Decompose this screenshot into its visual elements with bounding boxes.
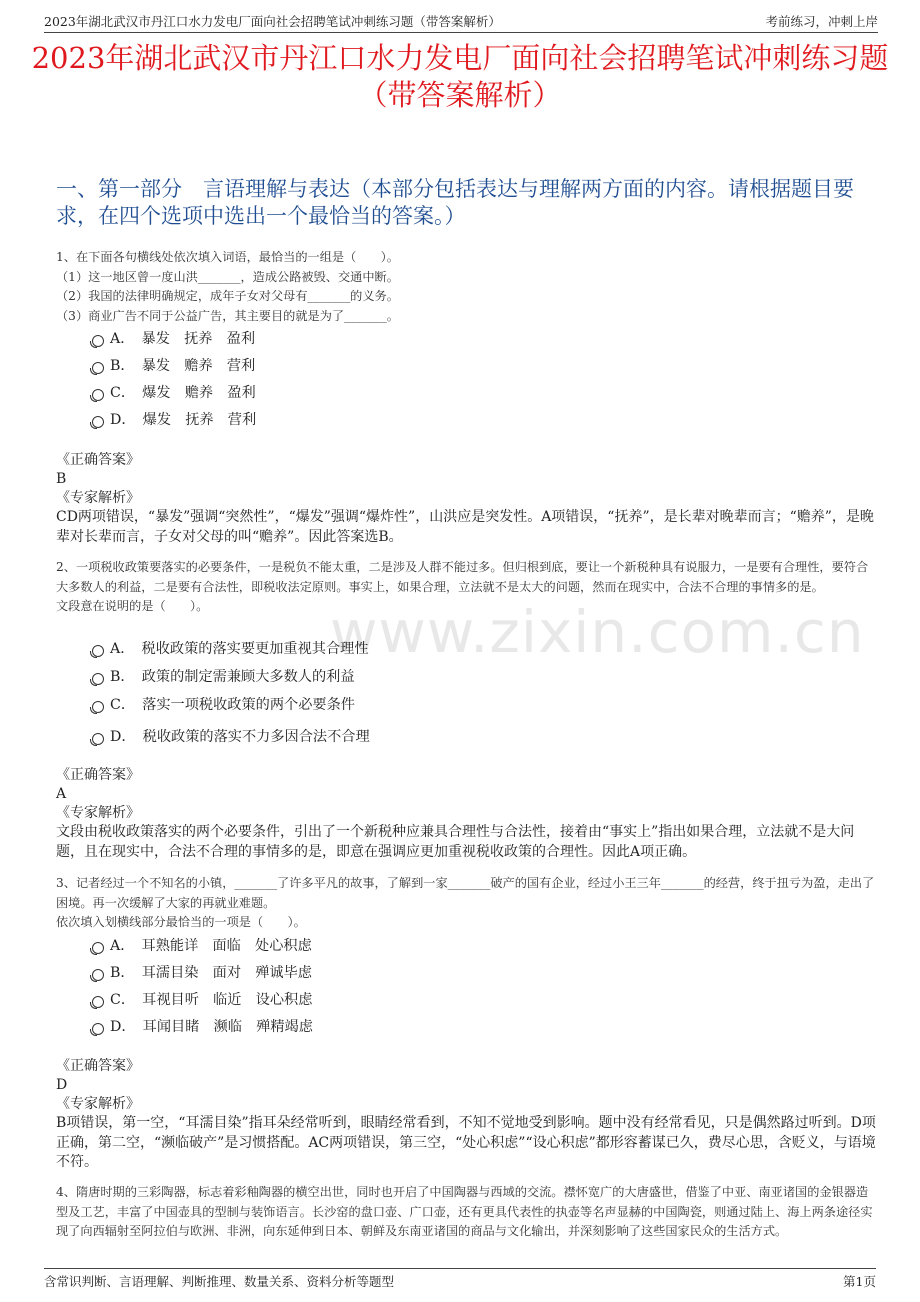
- question-3-stem: [56, 874, 876, 933]
- question-3-answer-block: [56, 1057, 876, 1173]
- analysis-label: 《专家解析》: [56, 805, 140, 821]
- option-label: B． 暴发 赡养 营利: [110, 358, 256, 374]
- option-label: C． 爆发 赡养 盈利: [110, 385, 256, 401]
- question-1-answer-block: [56, 451, 876, 547]
- page-number: 第1页: [843, 1274, 876, 1289]
- radio-icon[interactable]: [92, 645, 104, 657]
- question-3-prompt: 依次填入划横线部分最恰当的一项是（ ）。: [56, 915, 306, 929]
- option-label: A． 暴发 抚养 盈利: [110, 331, 256, 347]
- radio-icon[interactable]: [92, 996, 104, 1008]
- question-1-sentence-3: （3）商业广告不同于公益广告，其主要目的就是为了_______。: [56, 308, 399, 323]
- option-d[interactable]: [92, 409, 256, 429]
- option-c[interactable]: [92, 694, 355, 714]
- document-title: 2023年湖北武汉市丹江口水力发电厂面向社会招聘笔试冲刺练习题（带答案解析）: [31, 41, 889, 112]
- option-label: A． 耳熟能详 面临 处心积虑: [110, 938, 312, 954]
- answer-label: 《正确答案》: [56, 767, 140, 783]
- option-label: D． 税收政策的落实不力多因合法不合理: [110, 729, 370, 745]
- option-b[interactable]: [92, 666, 355, 686]
- option-label: C． 落实一项税收政策的两个必要条件: [110, 697, 355, 713]
- header-slogan: 考前练习，冲刺上岸: [765, 14, 878, 29]
- question-1-sentence-1: （1）这一地区曾一度山洪_______，造成公路被毁、交通中断。: [56, 269, 399, 284]
- analysis-label: 《专家解析》: [56, 490, 140, 506]
- answer-value: A: [56, 786, 67, 802]
- section-heading: 一、第一部分 言语理解与表达（本部分包括表达与理解两方面的内容。请根据题目要求，在四个选项中选出一个最恰当的答案。）: [56, 177, 854, 228]
- question-2-answer-block: [56, 766, 876, 862]
- question-2-prompt: 文段意在说明的是（ ）。: [56, 599, 209, 613]
- question-4-text: 4、隋唐时期的三彩陶器，标志着彩釉陶器的横空出世，同时也开启了中国陶器与西域的交流。襟怀宽广的大唐盛世，借鉴了中亚、南亚诸国的金银器造型及工艺，丰富了中国壶具的型制与装饰语言。长沙窑的盘口壶、广口壶，还有更具代表性的执壶等名声显赫的中国陶瓷，则通过陆上、海上两条途径实现了向西辐射至阿拉伯与欧洲、非洲，向东延伸到日本、朝鲜及东南亚诸国的商品与文化输出，并深刻影响了这些国家民众的生活方式。: [56, 1185, 873, 1238]
- radio-icon[interactable]: [92, 969, 104, 981]
- answer-label: 《正确答案》: [56, 452, 140, 468]
- radio-icon[interactable]: [92, 389, 104, 401]
- header-doc-title: 2023年湖北武汉市丹江口水力发电厂面向社会招聘笔试冲刺练习题（带答案解析）: [44, 14, 501, 29]
- question-1-text: 1、在下面各句横线处依次填入词语，最恰当的一组是（ ）。: [56, 250, 399, 264]
- watermark: www.zixin.com.cn: [330, 598, 865, 666]
- answer-value: D: [56, 1077, 68, 1093]
- radio-icon[interactable]: [92, 1023, 104, 1035]
- option-a[interactable]: [92, 935, 312, 955]
- option-d[interactable]: [92, 1016, 313, 1036]
- question-1-sentence-2: （2）我国的法律明确规定，成年子女对父母有_______的义务。: [56, 289, 399, 303]
- footer-question-types: 含常识判断、言语理解、判断推理、数量关系、资料分析等题型: [44, 1274, 395, 1289]
- page-footer: [44, 1268, 876, 1291]
- option-a[interactable]: [92, 638, 369, 658]
- analysis-text: CD两项错误，“暴发”强调“突然性”，“爆发”强调“爆炸性”，山洪应是突发性。A项错误，“抚养”，是长辈对晚辈而言；“赡养”，是晚辈对长辈而言，子女对父母的叫“赡养”。因此答案选B。: [56, 509, 874, 545]
- question-4-stem: [56, 1183, 876, 1242]
- radio-icon[interactable]: [92, 335, 104, 347]
- radio-icon[interactable]: [92, 673, 104, 685]
- question-1-stem: [56, 248, 876, 326]
- radio-icon[interactable]: [92, 416, 104, 428]
- question-3-text: 3、记者经过一个不知名的小镇，_______了许多平凡的故事，了解到一家_______破产的国有企业，经过小王三年_______的经营，终于扭亏为盈，走出了困境。再一次缓解了大家的再就业难题。: [56, 876, 875, 910]
- answer-value: B: [56, 471, 67, 487]
- option-label: A． 税收政策的落实要更加重视其合理性: [110, 641, 369, 657]
- analysis-text: 文段由税收政策落实的两个必要条件，引出了一个新税种应兼具合理性与合法性，接着由“事实上”指出如果合理，立法就不是大问题，且在现实中，合法不合理的事情多的是，即意在强调应更加重视税收政策的合理性。因此A项正确。: [56, 824, 855, 860]
- question-2-text: 2、一项税收政策要落实的必要条件，一是税负不能太重，二是涉及人群不能过多。但归根到底，要让一个新税种具有说服力，一是要有合理性，要符合大多数人的利益，二是要有合法性，即税收法定原则。事实上，如果合理，立法就不是太大的问题，然而在现实中，合法不合理的事情多的是。: [56, 560, 869, 594]
- option-d[interactable]: [92, 726, 370, 746]
- option-c[interactable]: [92, 989, 312, 1009]
- option-label: B． 耳濡目染 面对 殚诚毕虑: [110, 965, 312, 981]
- analysis-text: B项错误，第一空，“耳濡目染”指耳朵经常听到，眼睛经常看到，不知不觉地受到影响。题中没有经常看见，只是偶然路过听到。D项正确，第二空，“濒临破产”是习惯搭配。AC两项错误，第三空，“处心积虑”“设心积虑”都形容蓄谋已久，费尽心思，含贬义，与语境不符。: [56, 1115, 876, 1170]
- analysis-label: 《专家解析》: [56, 1096, 140, 1112]
- option-label: B． 政策的制定需兼顾大多数人的利益: [110, 669, 355, 685]
- radio-icon[interactable]: [92, 733, 104, 745]
- radio-icon[interactable]: [92, 942, 104, 954]
- radio-icon[interactable]: [92, 701, 104, 713]
- page-header: [44, 10, 878, 33]
- answer-label: 《正确答案》: [56, 1058, 140, 1074]
- option-label: C． 耳视目听 临近 设心积虑: [110, 992, 313, 1008]
- option-a[interactable]: [92, 328, 255, 348]
- option-label: D． 耳闻目睹 濒临 殚精竭虑: [110, 1019, 313, 1035]
- radio-icon[interactable]: [92, 362, 104, 374]
- option-c[interactable]: [92, 382, 256, 402]
- option-label: D． 爆发 抚养 营利: [110, 412, 257, 428]
- question-2-stem: [56, 558, 876, 617]
- option-b[interactable]: [92, 962, 312, 982]
- option-b[interactable]: [92, 355, 255, 375]
